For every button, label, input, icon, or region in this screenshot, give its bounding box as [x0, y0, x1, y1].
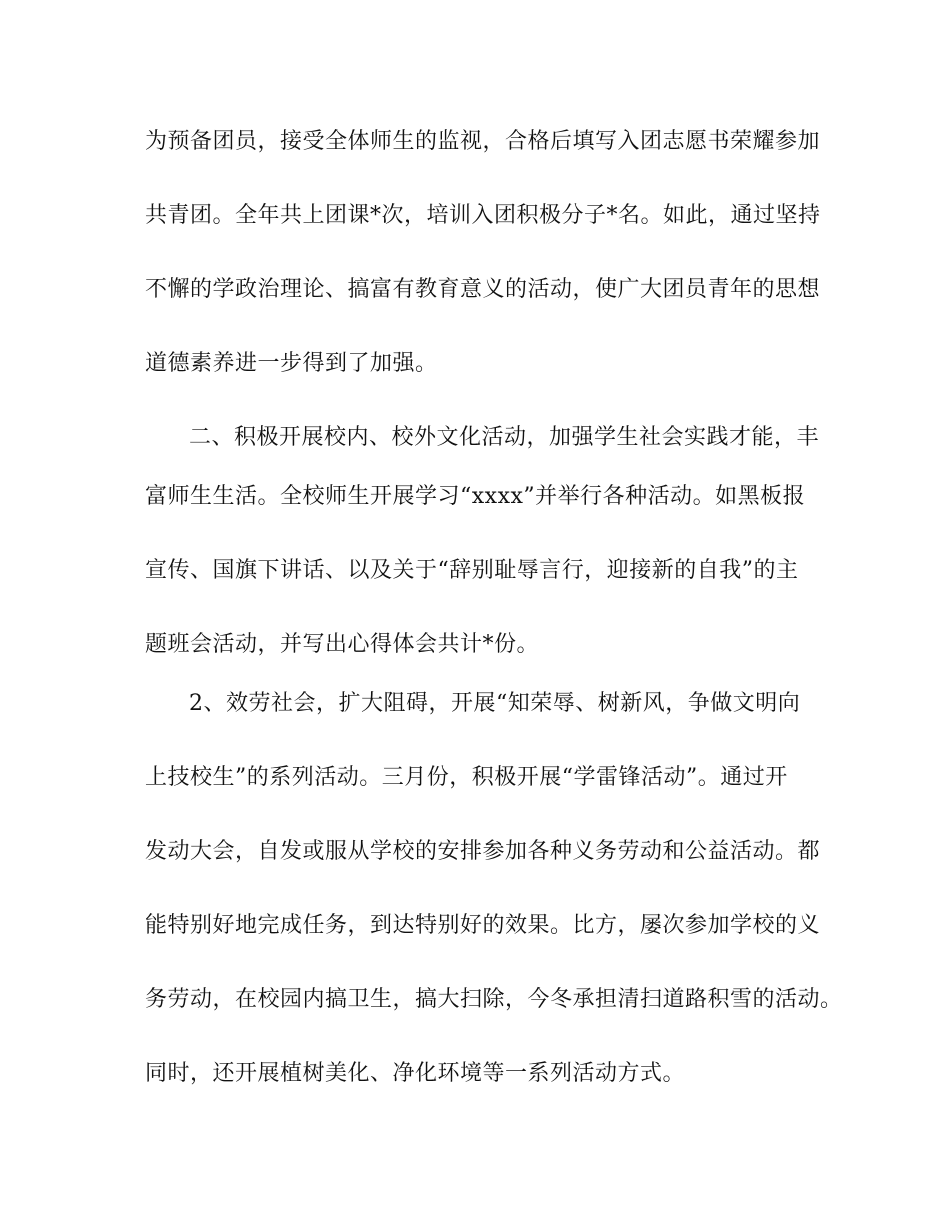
- text-line: 道德素养进一步得到了加强。: [145, 351, 438, 376]
- text-line: 宣传、国旗下讲话、以及关于“辞别耻辱言行，迎接新的自我”的主: [145, 558, 799, 583]
- text-line: 发动大会，自发或服从学校的安排参加各种义务劳动和公益活动。都: [145, 839, 821, 864]
- text-line: 为预备团员，接受全体师生的监视，合格后填写入团志愿书荣耀参加: [145, 129, 821, 154]
- text-line: 共青团。全年共上团课*次，培训入团积极分子*名。如此，通过坚持: [145, 203, 821, 228]
- text-line: 富师生生活。全校师生开展学习“xxxx”并举行各种活动。如黑板报: [145, 484, 806, 509]
- text-line: 题班会活动，并写出心得体会共计*份。: [145, 632, 540, 657]
- text-line: 同时，还开展植树美化、净化环境等一系列活动方式。: [145, 1061, 686, 1086]
- paragraph-start-line: 二、积极开展校内、校外文化活动，加强学生社会实践才能，丰: [189, 425, 820, 450]
- text-line: 能特别好地完成任务，到达特别好的效果。比方，屡次参加学校的义: [145, 913, 821, 938]
- text-line: 上技校生”的系列活动。三月份，积极开展“学雷锋活动”。通过开: [145, 765, 788, 790]
- text-line: 务劳动，在校园内搞卫生，搞大扫除，今冬承担清扫道路积雪的活动。: [145, 987, 843, 1012]
- text-line: 不懈的学政治理论、搞富有教育意义的活动，使广大团员青年的思想: [145, 277, 821, 302]
- paragraph-start-line: 2、效劳社会，扩大阻碍，开展“知荣辱、树新风，争做文明向: [189, 691, 801, 716]
